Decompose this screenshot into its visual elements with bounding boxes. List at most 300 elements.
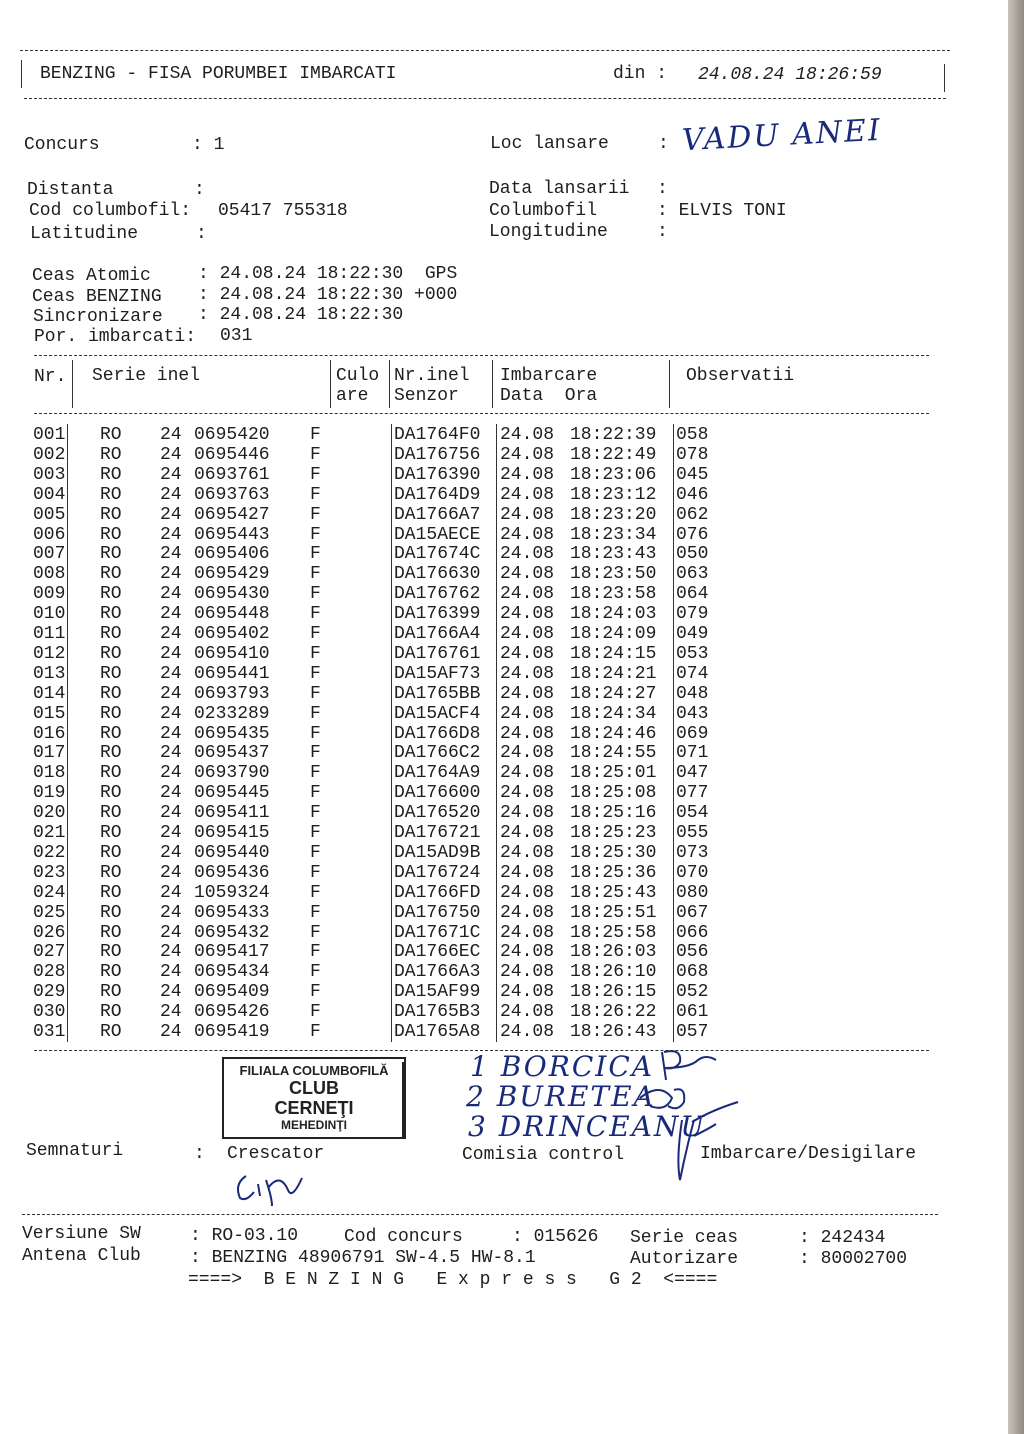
cell-an: 24 — [160, 484, 182, 505]
cell-an: 24 — [160, 842, 182, 863]
table-row — [0, 923, 720, 943]
cell-nr: 031 — [33, 1022, 66, 1042]
cell-data: 24.08 — [500, 425, 555, 445]
data-lansarii-value: : — [657, 179, 668, 199]
cell-inel: 0693790 — [194, 763, 270, 784]
cell-ora: 18:24:55 — [570, 743, 657, 764]
cell-ora: 18:26:10 — [570, 962, 657, 983]
cell-senzor: DA1764D9 — [394, 484, 481, 505]
cell-tara: RO — [100, 484, 122, 505]
cell-an: 24 — [160, 544, 182, 565]
cell-sex: F — [310, 862, 321, 883]
cell-observatii: 067 — [676, 902, 709, 923]
cell-observatii: 043 — [676, 703, 709, 724]
cell-observatii: 079 — [676, 604, 709, 625]
cell-data: 24.08 — [500, 703, 555, 724]
cell-nr: 018 — [33, 763, 66, 784]
cell-ora: 18:26:03 — [570, 942, 657, 963]
cell-an: 24 — [160, 902, 182, 923]
cell-nr: 003 — [33, 464, 66, 485]
cell-ora: 18:23:50 — [570, 564, 657, 585]
cell-senzor: DA176750 — [394, 902, 481, 923]
porumbei-imbarcati-label: Por. imbarcati: — [34, 327, 197, 347]
cell-inel: 0695443 — [194, 524, 270, 545]
table-row — [0, 763, 720, 783]
th-serie-inel: Serie inel — [92, 366, 201, 386]
table-row — [0, 485, 720, 505]
table-row — [0, 1022, 720, 1042]
cod-concurs-value: : 015626 — [512, 1227, 599, 1247]
table-row — [0, 903, 720, 923]
semnaturi-label: Semnaturi — [26, 1141, 124, 1161]
table-row — [0, 783, 720, 803]
cell-inel: 0695427 — [194, 504, 270, 525]
cell-ora: 18:26:22 — [570, 1002, 657, 1023]
cell-ora: 18:23:20 — [570, 504, 657, 525]
cell-an: 24 — [160, 723, 182, 744]
cell-sex: F — [310, 723, 321, 744]
table-row — [0, 564, 720, 584]
table-row — [0, 664, 720, 684]
cell-ora: 18:24:21 — [570, 663, 657, 684]
cell-an: 24 — [160, 464, 182, 485]
th-culoare-1: Culo — [336, 366, 380, 386]
cell-observatii: 047 — [676, 763, 709, 784]
cell-nr: 029 — [33, 982, 66, 1003]
cell-nr: 019 — [33, 783, 66, 804]
cell-tara: RO — [100, 643, 122, 664]
cell-data: 24.08 — [500, 564, 555, 585]
cell-ora: 18:23:34 — [570, 524, 657, 545]
cell-senzor: DA15AF73 — [394, 663, 481, 684]
cell-an: 24 — [160, 862, 182, 883]
cell-an: 24 — [160, 524, 182, 545]
cell-observatii: 053 — [676, 643, 709, 664]
cell-observatii: 057 — [676, 1022, 709, 1042]
cell-observatii: 054 — [676, 803, 709, 824]
cell-observatii: 055 — [676, 823, 709, 843]
cell-nr: 004 — [33, 484, 66, 505]
cell-sex: F — [310, 524, 321, 545]
cell-sex: F — [310, 842, 321, 863]
antena-club-label: Antena Club — [22, 1246, 141, 1266]
porumbei-imbarcati-value: 031 — [220, 326, 253, 346]
cell-sex: F — [310, 564, 321, 585]
loc-lansare-value: : — [658, 134, 669, 154]
cell-observatii: 063 — [676, 564, 709, 585]
cell-inel: 0695446 — [194, 444, 270, 465]
cell-observatii: 064 — [676, 584, 709, 605]
cell-senzor: DA176390 — [394, 464, 481, 485]
cell-tara: RO — [100, 803, 122, 824]
cell-senzor: DA176399 — [394, 604, 481, 625]
distanta-value: : — [194, 180, 205, 200]
cell-observatii: 062 — [676, 504, 709, 525]
cell-senzor: DA176600 — [394, 783, 481, 804]
serie-ceas-label: Serie ceas — [630, 1228, 739, 1248]
cell-nr: 017 — [33, 743, 66, 764]
cell-inel: 0695415 — [194, 823, 270, 843]
stamp-shadow-edge — [402, 1062, 406, 1138]
cell-tara: RO — [100, 922, 122, 943]
cell-an: 24 — [160, 624, 182, 644]
col-sep-serie — [330, 360, 331, 408]
cell-data: 24.08 — [500, 723, 555, 744]
cell-sex: F — [310, 882, 321, 903]
cell-tara: RO — [100, 683, 122, 704]
cell-sex: F — [310, 444, 321, 465]
brand-line: ====> B E N Z I N G E x p r e s s G 2 <==== — [188, 1270, 718, 1290]
commission-name-2: 2 BURETEA — [466, 1080, 656, 1113]
cell-inel: 0695417 — [194, 942, 270, 963]
cell-data: 24.08 — [500, 962, 555, 983]
cell-senzor: DA176721 — [394, 823, 481, 843]
cell-senzor: DA17671C — [394, 922, 481, 943]
cell-ora: 18:25:23 — [570, 823, 657, 843]
cell-tara: RO — [100, 1022, 122, 1042]
columbofil-value: : ELVIS TONI — [657, 201, 787, 221]
cell-nr: 023 — [33, 862, 66, 883]
cell-data: 24.08 — [500, 524, 555, 545]
cell-senzor: DA1766D8 — [394, 723, 481, 744]
cell-observatii: 050 — [676, 544, 709, 565]
cell-inel: 0695430 — [194, 584, 270, 605]
table-row — [0, 962, 720, 982]
footer-rule — [22, 1214, 938, 1215]
table-row — [0, 743, 720, 763]
cell-observatii: 045 — [676, 464, 709, 485]
cell-inel: 0695436 — [194, 862, 270, 883]
semnaturi-colon: : — [194, 1144, 205, 1164]
cell-inel: 0695410 — [194, 643, 270, 664]
header-left-bar — [21, 60, 22, 88]
cell-inel: 1059324 — [194, 882, 270, 903]
cell-observatii: 056 — [676, 942, 709, 963]
cell-observatii: 076 — [676, 524, 709, 545]
cell-inel: 0695448 — [194, 604, 270, 625]
cell-an: 24 — [160, 823, 182, 843]
table-row — [0, 942, 720, 962]
cell-inel: 0695402 — [194, 624, 270, 644]
cell-nr: 027 — [33, 942, 66, 963]
cell-nr: 008 — [33, 564, 66, 585]
cell-nr: 009 — [33, 584, 66, 605]
cell-an: 24 — [160, 803, 182, 824]
cell-inel: 0695441 — [194, 663, 270, 684]
cell-senzor: DA15AD9B — [394, 842, 481, 863]
cell-inel: 0695433 — [194, 902, 270, 923]
cell-inel: 0695420 — [194, 425, 270, 445]
cell-ora: 18:25:08 — [570, 783, 657, 804]
cell-data: 24.08 — [500, 544, 555, 565]
cell-nr: 021 — [33, 823, 66, 843]
cell-observatii: 052 — [676, 982, 709, 1003]
cell-observatii: 061 — [676, 1002, 709, 1023]
cell-an: 24 — [160, 444, 182, 465]
cell-sex: F — [310, 504, 321, 525]
cell-inel: 0695435 — [194, 723, 270, 744]
cell-data: 24.08 — [500, 823, 555, 843]
cell-observatii: 073 — [676, 842, 709, 863]
cell-data: 24.08 — [500, 484, 555, 505]
concurs-label: Concurs — [24, 135, 100, 155]
cell-an: 24 — [160, 504, 182, 525]
cell-tara: RO — [100, 1002, 122, 1023]
cell-inel: 0695411 — [194, 803, 270, 824]
handwritten-loc-lansare: VADU ANEI — [681, 112, 883, 159]
table-row — [0, 445, 720, 465]
cell-sex: F — [310, 783, 321, 804]
table-row — [0, 863, 720, 883]
crescator-label: Crescator — [227, 1144, 325, 1164]
din-label: din : — [613, 64, 668, 84]
cell-an: 24 — [160, 564, 182, 585]
cell-sex: F — [310, 683, 321, 704]
cell-tara: RO — [100, 703, 122, 724]
cell-ora: 18:23:58 — [570, 584, 657, 605]
table-row — [0, 982, 720, 1002]
cell-observatii: 046 — [676, 484, 709, 505]
table-row — [0, 704, 720, 724]
cell-ora: 18:23:06 — [570, 464, 657, 485]
cell-an: 24 — [160, 982, 182, 1003]
cell-an: 24 — [160, 604, 182, 625]
concurs-value: : 1 — [192, 135, 225, 155]
commission-name-3: 3 DRINCEANU — [468, 1110, 706, 1143]
cell-inel: 0695409 — [194, 982, 270, 1003]
cell-data: 24.08 — [500, 604, 555, 625]
cell-nr: 005 — [33, 504, 66, 525]
ceas-benzing-value: : 24.08.24 18:22:30 +000 — [198, 285, 458, 305]
sincronizare-label: Sincronizare — [33, 307, 163, 327]
cell-ora: 18:25:43 — [570, 882, 657, 903]
cell-tara: RO — [100, 743, 122, 764]
cell-nr: 026 — [33, 922, 66, 943]
cell-an: 24 — [160, 942, 182, 963]
header-top-rule — [20, 50, 950, 51]
cell-an: 24 — [160, 425, 182, 445]
cell-observatii: 049 — [676, 624, 709, 644]
cell-sex: F — [310, 902, 321, 923]
cell-an: 24 — [160, 584, 182, 605]
imbarcare-desigilare-label: Imbarcare/Desigilare — [700, 1144, 917, 1164]
cell-senzor: DA1766A4 — [394, 624, 481, 644]
table-row — [0, 624, 720, 644]
cell-data: 24.08 — [500, 842, 555, 863]
cell-tara: RO — [100, 564, 122, 585]
cell-an: 24 — [160, 783, 182, 804]
club-stamp — [222, 1057, 406, 1139]
header-bottom-rule — [24, 98, 946, 99]
cell-data: 24.08 — [500, 942, 555, 963]
table-header-rule — [34, 413, 929, 414]
cell-senzor: DA1764A9 — [394, 763, 481, 784]
cell-tara: RO — [100, 544, 122, 565]
cell-nr: 028 — [33, 962, 66, 983]
cell-inel: 0695432 — [194, 922, 270, 943]
cell-sex: F — [310, 624, 321, 644]
cell-data: 24.08 — [500, 982, 555, 1003]
cell-data: 24.08 — [500, 683, 555, 704]
longitudine-label: Longitudine — [489, 222, 608, 242]
cell-data: 24.08 — [500, 504, 555, 525]
th-data-ora: Data Ora — [500, 386, 598, 406]
cell-nr: 011 — [33, 624, 66, 644]
cell-inel: 0695419 — [194, 1022, 270, 1042]
cell-data: 24.08 — [500, 624, 555, 644]
stamp-line-3: CERNEŢI — [274, 1098, 354, 1118]
latitudine-label: Latitudine — [30, 224, 139, 244]
sincronizare-value: : 24.08.24 18:22:30 — [198, 305, 404, 325]
cell-tara: RO — [100, 842, 122, 863]
cell-ora: 18:24:46 — [570, 723, 657, 744]
cell-ora: 18:25:58 — [570, 922, 657, 943]
crescator-signature — [232, 1162, 312, 1212]
paper-edge-shadow — [1008, 0, 1024, 1434]
loc-lansare-label: Loc lansare — [490, 134, 609, 154]
cell-sex: F — [310, 604, 321, 625]
cell-tara: RO — [100, 425, 122, 445]
cell-observatii: 077 — [676, 783, 709, 804]
cell-nr: 012 — [33, 643, 66, 664]
cell-nr: 016 — [33, 723, 66, 744]
cell-data: 24.08 — [500, 783, 555, 804]
cell-tara: RO — [100, 444, 122, 465]
cell-senzor: DA1764F0 — [394, 425, 481, 445]
cell-observatii: 070 — [676, 862, 709, 883]
cell-inel: 0695445 — [194, 783, 270, 804]
cell-an: 24 — [160, 663, 182, 684]
cell-nr: 024 — [33, 882, 66, 903]
cell-an: 24 — [160, 882, 182, 903]
cell-senzor: DA176520 — [394, 803, 481, 824]
cell-ora: 18:25:16 — [570, 803, 657, 824]
cell-sex: F — [310, 823, 321, 843]
cell-sex: F — [310, 803, 321, 824]
cell-senzor: DA1766A3 — [394, 962, 481, 983]
cell-ora: 18:24:15 — [570, 643, 657, 664]
table-row — [0, 425, 720, 445]
col-sep-culoare — [389, 360, 390, 408]
cell-sex: F — [310, 1002, 321, 1023]
cell-sex: F — [310, 1022, 321, 1042]
col-sep-imbarcare — [669, 360, 670, 408]
cell-senzor: DA1765B3 — [394, 1002, 481, 1023]
cell-ora: 18:23:12 — [570, 484, 657, 505]
cell-senzor: DA176630 — [394, 564, 481, 585]
cell-nr: 030 — [33, 1002, 66, 1023]
print-datetime: 24.08.24 18:26:59 — [698, 65, 882, 85]
table-row — [0, 544, 720, 564]
cell-observatii: 080 — [676, 882, 709, 903]
cell-senzor: DA176756 — [394, 444, 481, 465]
cell-data: 24.08 — [500, 763, 555, 784]
cell-ora: 18:25:01 — [570, 763, 657, 784]
cell-senzor: DA1766C2 — [394, 743, 481, 764]
cell-sex: F — [310, 544, 321, 565]
cell-data: 24.08 — [500, 922, 555, 943]
cell-nr: 013 — [33, 663, 66, 684]
table-row — [0, 803, 720, 823]
cell-sex: F — [310, 743, 321, 764]
cell-observatii: 074 — [676, 663, 709, 684]
cell-tara: RO — [100, 584, 122, 605]
cell-nr: 022 — [33, 842, 66, 863]
cell-senzor: DA1765A8 — [394, 1022, 481, 1042]
latitudine-value: : — [196, 224, 207, 244]
cell-inel: 0695429 — [194, 564, 270, 585]
distanta-label: Distanta — [27, 180, 114, 200]
cell-data: 24.08 — [500, 743, 555, 764]
table-row — [0, 684, 720, 704]
th-culoare-2: are — [336, 386, 369, 406]
cell-senzor: DA176761 — [394, 643, 481, 664]
cell-data: 24.08 — [500, 1022, 555, 1042]
cell-observatii: 066 — [676, 922, 709, 943]
cell-ora: 18:23:43 — [570, 544, 657, 565]
cell-ora: 18:25:51 — [570, 902, 657, 923]
cell-tara: RO — [100, 962, 122, 983]
cell-data: 24.08 — [500, 902, 555, 923]
versiune-value: : RO-03.10 — [190, 1226, 299, 1246]
autorizare-value: : 80002700 — [799, 1249, 908, 1269]
ceas-atomic-value: : 24.08.24 18:22:30 GPS — [198, 264, 458, 284]
cell-data: 24.08 — [500, 803, 555, 824]
cell-observatii: 078 — [676, 444, 709, 465]
cell-tara: RO — [100, 604, 122, 625]
cod-concurs-label: Cod concurs — [344, 1227, 463, 1247]
col-sep-senzor — [492, 360, 493, 408]
cell-senzor: DA1766A7 — [394, 504, 481, 525]
table-row — [0, 1002, 720, 1022]
cell-inel: 0695437 — [194, 743, 270, 764]
cell-data: 24.08 — [500, 584, 555, 605]
table-row — [0, 525, 720, 545]
cell-an: 24 — [160, 683, 182, 704]
cell-inel: 0695406 — [194, 544, 270, 565]
cell-tara: RO — [100, 823, 122, 843]
cell-data: 24.08 — [500, 1002, 555, 1023]
cell-tara: RO — [100, 763, 122, 784]
cell-nr: 025 — [33, 902, 66, 923]
cell-sex: F — [310, 464, 321, 485]
cell-ora: 18:26:15 — [570, 982, 657, 1003]
cell-sex: F — [310, 922, 321, 943]
cell-tara: RO — [100, 982, 122, 1003]
cell-an: 24 — [160, 763, 182, 784]
cell-observatii: 068 — [676, 962, 709, 983]
cell-inel: 0693761 — [194, 464, 270, 485]
cell-ora: 18:22:39 — [570, 425, 657, 445]
cell-senzor: DA17674C — [394, 544, 481, 565]
cell-tara: RO — [100, 624, 122, 644]
cell-an: 24 — [160, 743, 182, 764]
cell-tara: RO — [100, 504, 122, 525]
stamp-line-1: FILIALA COLUMBOFILĂ — [239, 1063, 389, 1078]
table-row — [0, 823, 720, 843]
serie-ceas-value: : 242434 — [799, 1228, 886, 1248]
cell-an: 24 — [160, 703, 182, 724]
cell-sex: F — [310, 763, 321, 784]
cell-sex: F — [310, 484, 321, 505]
cell-data: 24.08 — [500, 882, 555, 903]
cell-ora: 18:24:03 — [570, 604, 657, 625]
cell-sex: F — [310, 962, 321, 983]
cell-senzor: DA15AF99 — [394, 982, 481, 1003]
cell-senzor: DA176724 — [394, 862, 481, 883]
stamp-line-2: CLUB — [289, 1078, 339, 1098]
table-row — [0, 465, 720, 485]
